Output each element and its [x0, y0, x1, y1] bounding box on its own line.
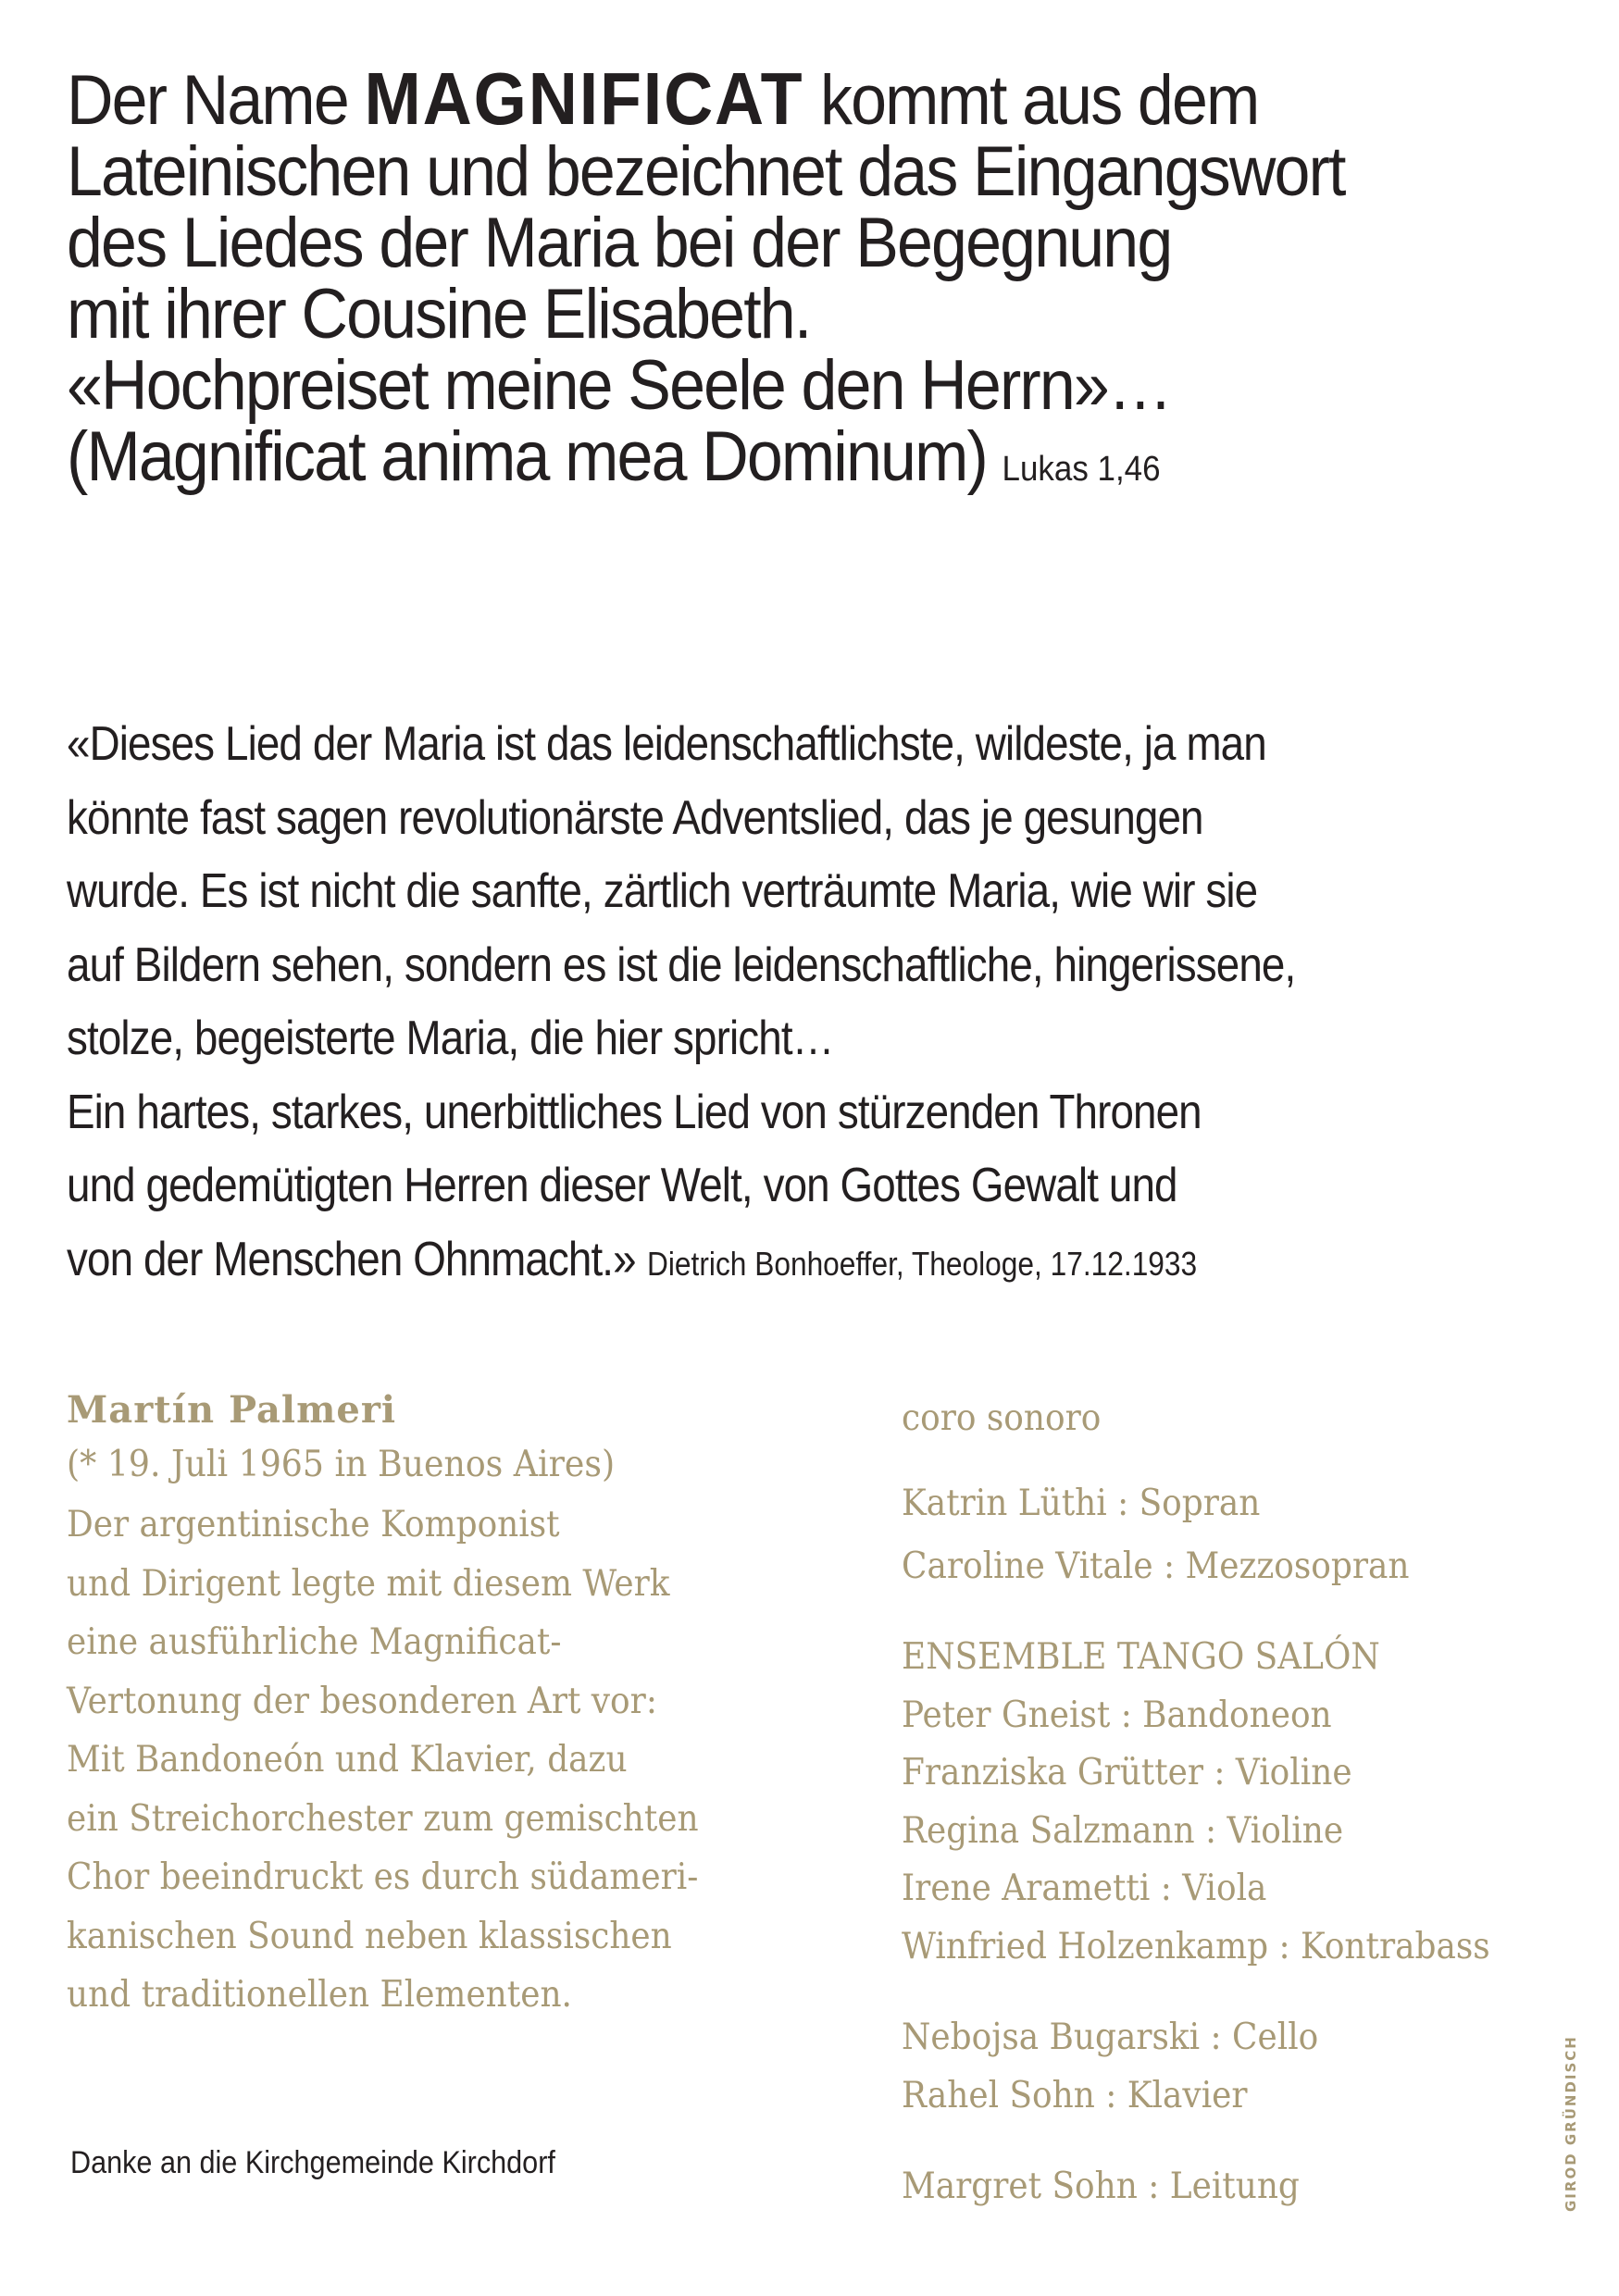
choir-name: coro sonoro	[902, 1397, 1102, 1439]
additional-musician: Nebojsa Bugarski : Cello	[902, 2017, 1319, 2058]
additional-musician: Rahel Sohn : Klavier	[902, 2075, 1248, 2116]
quote-line: auf Bildern sehen, sondern es ist die leidenschaftliche, hingerissene,	[67, 937, 1296, 992]
magnificat-title: MAGNIFICAT	[364, 57, 804, 140]
quote-attribution: Dietrich Bonhoeffer, Theologe, 17.12.1933	[647, 1244, 1198, 1283]
ensemble-member: Franziska Grütter : Violine	[902, 1752, 1352, 1793]
description-line: Vertonung der besonderen Art vor:	[67, 1680, 657, 1722]
quote-line: stolze, begeisterte Maria, die hier spricht…	[67, 1011, 834, 1065]
description-line: eine ausführliche Magnificat-	[67, 1621, 562, 1663]
thanks-note: Danke an die Kirchgemeinde Kirchdorf	[70, 2145, 555, 2180]
description-line: Chor beeindruckt es durch südameri-	[67, 1856, 699, 1898]
headline-line-5: «Hochpreiset meine Seele den Herrn»…	[67, 346, 1172, 425]
headline-line-1-prefix: Der Name	[67, 61, 365, 140]
quote-line: und gedemütigten Herren dieser Welt, von Gottes Gewalt und	[67, 1159, 1177, 1212]
headline	[67, 57, 1446, 505]
ensemble-member: Peter Gneist : Bandoneon	[902, 1694, 1332, 1736]
description-line: und traditionellen Elementen.	[67, 1974, 572, 2016]
headline-line-1-suffix: kommt aus dem	[803, 61, 1259, 140]
bonhoeffer-quote	[67, 708, 1451, 1300]
description-line: kanischen Sound neben klassischen	[67, 1915, 672, 1957]
quote-line-last	[67, 1223, 1451, 1301]
headline-line-6	[67, 417, 1446, 505]
ensemble-member: Winfried Holzenkamp : Kontrabass	[902, 1926, 1490, 1967]
composer-name: Martín Palmeri	[67, 1388, 397, 1432]
headline-line-4: mit ihrer Cousine Elisabeth.	[67, 275, 811, 354]
headline-line-2: Lateinischen und bezeichnet das Eingangswort	[67, 132, 1345, 211]
composer-birth: (* 19. Juli 1965 in Buenos Aires)	[67, 1444, 616, 1485]
quote-line: von der Menschen Ohnmacht.»	[67, 1232, 636, 1286]
headline-line-3: des Liedes der Maria bei der Begegnung	[67, 204, 1172, 282]
soloist-entry: Caroline Vitale : Mezzosopran	[902, 1545, 1410, 1587]
quote-line: «Dieses Lied der Maria ist das leidenschaftlichste, wildeste, ja man	[67, 717, 1266, 771]
quote-line: könnte fast sagen revolutionärste Adventslied, das je gesungen	[67, 790, 1203, 845]
composer-description	[67, 1496, 816, 2025]
soloist-entry: Katrin Lüthi : Sopran	[902, 1483, 1261, 1524]
description-line: ein Streichorchester zum gemischten	[67, 1797, 699, 1840]
description-line: Der argentinische Komponist	[67, 1504, 560, 1545]
quote-line: Ein hartes, starkes, unerbittliches Lied von stürzenden Thronen	[67, 1085, 1202, 1139]
description-line: und Dirigent legte mit diesem Werk	[67, 1562, 670, 1605]
description-line: Mit Bandoneón und Klavier, dazu	[67, 1739, 628, 1781]
conductor-entry: Margret Sohn : Leitung	[902, 2166, 1300, 2207]
ensemble-member: Irene Arametti : Viola	[902, 1868, 1267, 1909]
quote-line: wurde. Es ist nicht die sanfte, zärtlich verträumte Maria, wie wir sie	[67, 864, 1258, 918]
design-credit: GIROD GRÜNDISCH	[1563, 2035, 1579, 2212]
headline-latin: (Magnificat anima mea Dominum)	[67, 417, 987, 496]
headline-line-1	[67, 57, 1446, 140]
bible-reference: Lukas 1,46	[1002, 450, 1161, 489]
ensemble-title: ENSEMBLE TANGO SALÓN	[902, 1636, 1380, 1678]
ensemble-member: Regina Salzmann : Violine	[902, 1810, 1344, 1852]
composer-section	[67, 1384, 881, 2025]
